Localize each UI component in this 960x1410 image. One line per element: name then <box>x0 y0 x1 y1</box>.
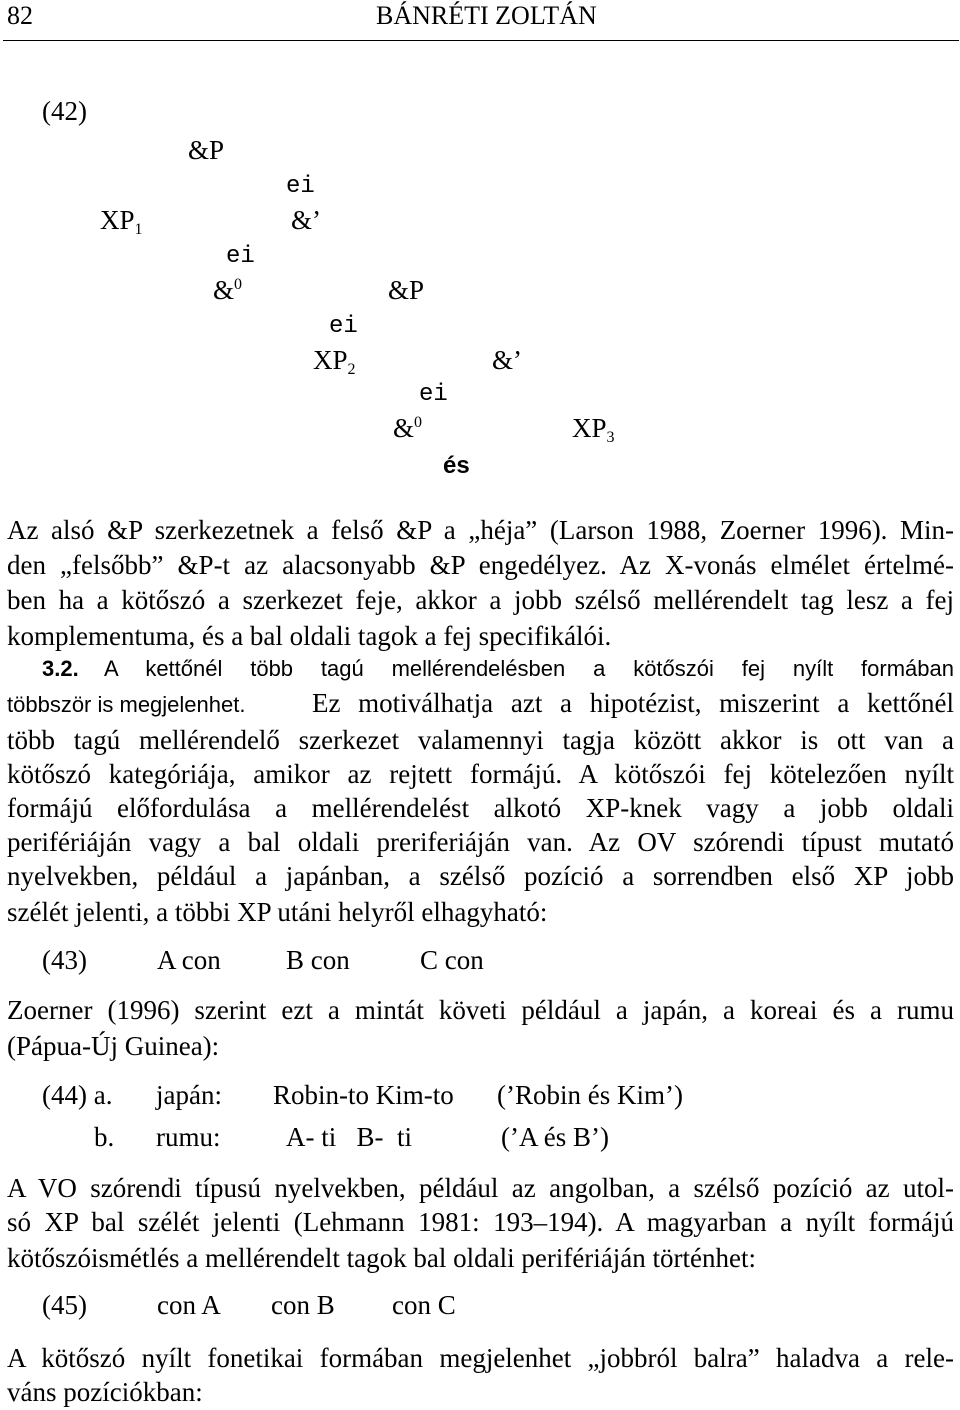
para5-line-2: váns pozíciókban: <box>7 1377 203 1407</box>
example-label-44: (44) a. <box>42 1080 113 1110</box>
ex43-item-3: C con <box>420 945 484 975</box>
node-andbar-2: &’ <box>492 345 522 375</box>
node-xp3-subscript: 3 <box>606 429 615 446</box>
example-label-43: (43) <box>42 945 87 975</box>
branch-ei-2: ei <box>226 243 255 270</box>
para3-line-1: Zoerner (1996) szerint ezt a mintát követi például a japán, a koreai és a rumu <box>7 995 954 1025</box>
section-line-1: A kettőnél több tagú mellérendelésben a kötőszói fej nyílt formában <box>104 656 954 681</box>
node-andbar-1: &’ <box>291 205 321 235</box>
ex44a-language: japán: <box>156 1080 222 1110</box>
node-and0-1-superscript: 0 <box>234 276 243 293</box>
node-and0-2-label: & <box>393 413 415 443</box>
ex45-item-1: con A <box>157 1290 221 1320</box>
node-xp1-label: XP <box>100 205 135 235</box>
ex44b-language: rumu: <box>156 1122 221 1152</box>
node-xp2-subscript: 2 <box>347 361 356 378</box>
example-label-42: (42) <box>42 96 87 126</box>
para2-line-5: formájú előfordulása a mellérendelést alkotó XP-knek vagy a jobb oldali <box>7 793 954 823</box>
branch-ei-3: ei <box>329 313 358 340</box>
para2-line-2: Ez motiválhatja azt a hipotézist, miszerint a kettőnél <box>312 688 954 718</box>
branch-ei-4: ei <box>419 381 448 408</box>
para2-line-7: nyelvekben, például a japánban, a szélső pozíció a sorrendben első XP jobb <box>7 861 954 891</box>
para2-line-8: szélét jelenti, a többi XP utáni helyről elhagyható: <box>7 897 548 927</box>
section-number: 3.2. <box>42 656 79 681</box>
para4-line-1: A VO szórendi típusú nyelvekben, például az angolban, a szélső pozíció az utol- <box>7 1173 954 1203</box>
node-xp2-label: XP <box>313 345 348 375</box>
node-xp3 <box>572 413 615 447</box>
example-label-45: (45) <box>42 1290 87 1320</box>
ex44b-form: A- ti B- ti <box>286 1122 412 1152</box>
node-xp2 <box>313 345 356 379</box>
node-xp1 <box>100 205 143 239</box>
node-andP-top: &P <box>188 135 225 165</box>
para1-line-3: ben ha a kötőszó a szerkezet feje, akkor a jobb szélső mellérendelt tag lesz a fej <box>7 585 954 615</box>
node-and0-1 <box>213 275 242 306</box>
node-and0-2 <box>393 413 422 444</box>
ex44b-gloss: (’A és B’) <box>501 1122 609 1152</box>
node-andP-2: &P <box>388 275 425 305</box>
section-line-2: többször is megjelenhet. <box>7 692 246 717</box>
running-title: BÁNRÉTI ZOLTÁN <box>376 1 597 30</box>
node-xp1-subscript: 1 <box>134 221 143 238</box>
ex43-item-1: A con <box>157 945 221 975</box>
para1-line-2: den „felsőbb” &P-t az alacsonyabb &P engedélyez. Az X-vonás elmélet értelmé- <box>7 550 954 580</box>
para2-line-4: kötőszó kategóriája, amikor az rejtett formájú. A kötőszói fej kötelezően nyílt <box>7 759 954 789</box>
branch-ei-1: ei <box>286 173 315 200</box>
para4-line-2: só XP bal szélét jelenti (Lehmann 1981: 193–194). A magyarban a nyílt formájú <box>7 1207 954 1237</box>
para3-line-2: (Pápua-Új Guinea): <box>7 1031 220 1061</box>
ex45-item-3: con C <box>392 1290 456 1320</box>
node-and0-1-label: & <box>213 275 235 305</box>
node-and0-2-superscript: 0 <box>414 414 423 431</box>
node-es: és <box>443 452 470 479</box>
para2-line-3: több tagú mellérendelő szerkezet valamennyi tagja között akkor is ott van a <box>7 725 954 755</box>
para4-line-3: kötőszóismétlés a mellérendelt tagok bal oldali perifériáján történhet: <box>7 1243 756 1273</box>
para1-line-4: komplementuma, és a bal oldali tagok a fej specifikálói. <box>7 621 612 651</box>
ex44b-label: b. <box>94 1122 115 1152</box>
para2-line-6: perifériáján vagy a bal oldali preriferiáján van. Az OV szórendi típust mutató <box>7 827 954 857</box>
ex44a-form: Robin-to Kim-to <box>273 1080 454 1110</box>
header-rule <box>3 40 959 41</box>
para5-line-1: A kötőszó nyílt fonetikai formában megjelenhet „jobbról balra” haladva a rele- <box>7 1343 954 1373</box>
ex44a-gloss: (’Robin és Kim’) <box>497 1080 683 1110</box>
ex43-item-2: B con <box>286 945 350 975</box>
para1-line-1: Az alsó &P szerkezetnek a felső &P a „héja” (Larson 1988, Zoerner 1996). Min- <box>7 515 954 545</box>
node-xp3-label: XP <box>572 413 607 443</box>
ex45-item-2: con B <box>271 1290 335 1320</box>
page-number: 82 <box>7 1 33 30</box>
